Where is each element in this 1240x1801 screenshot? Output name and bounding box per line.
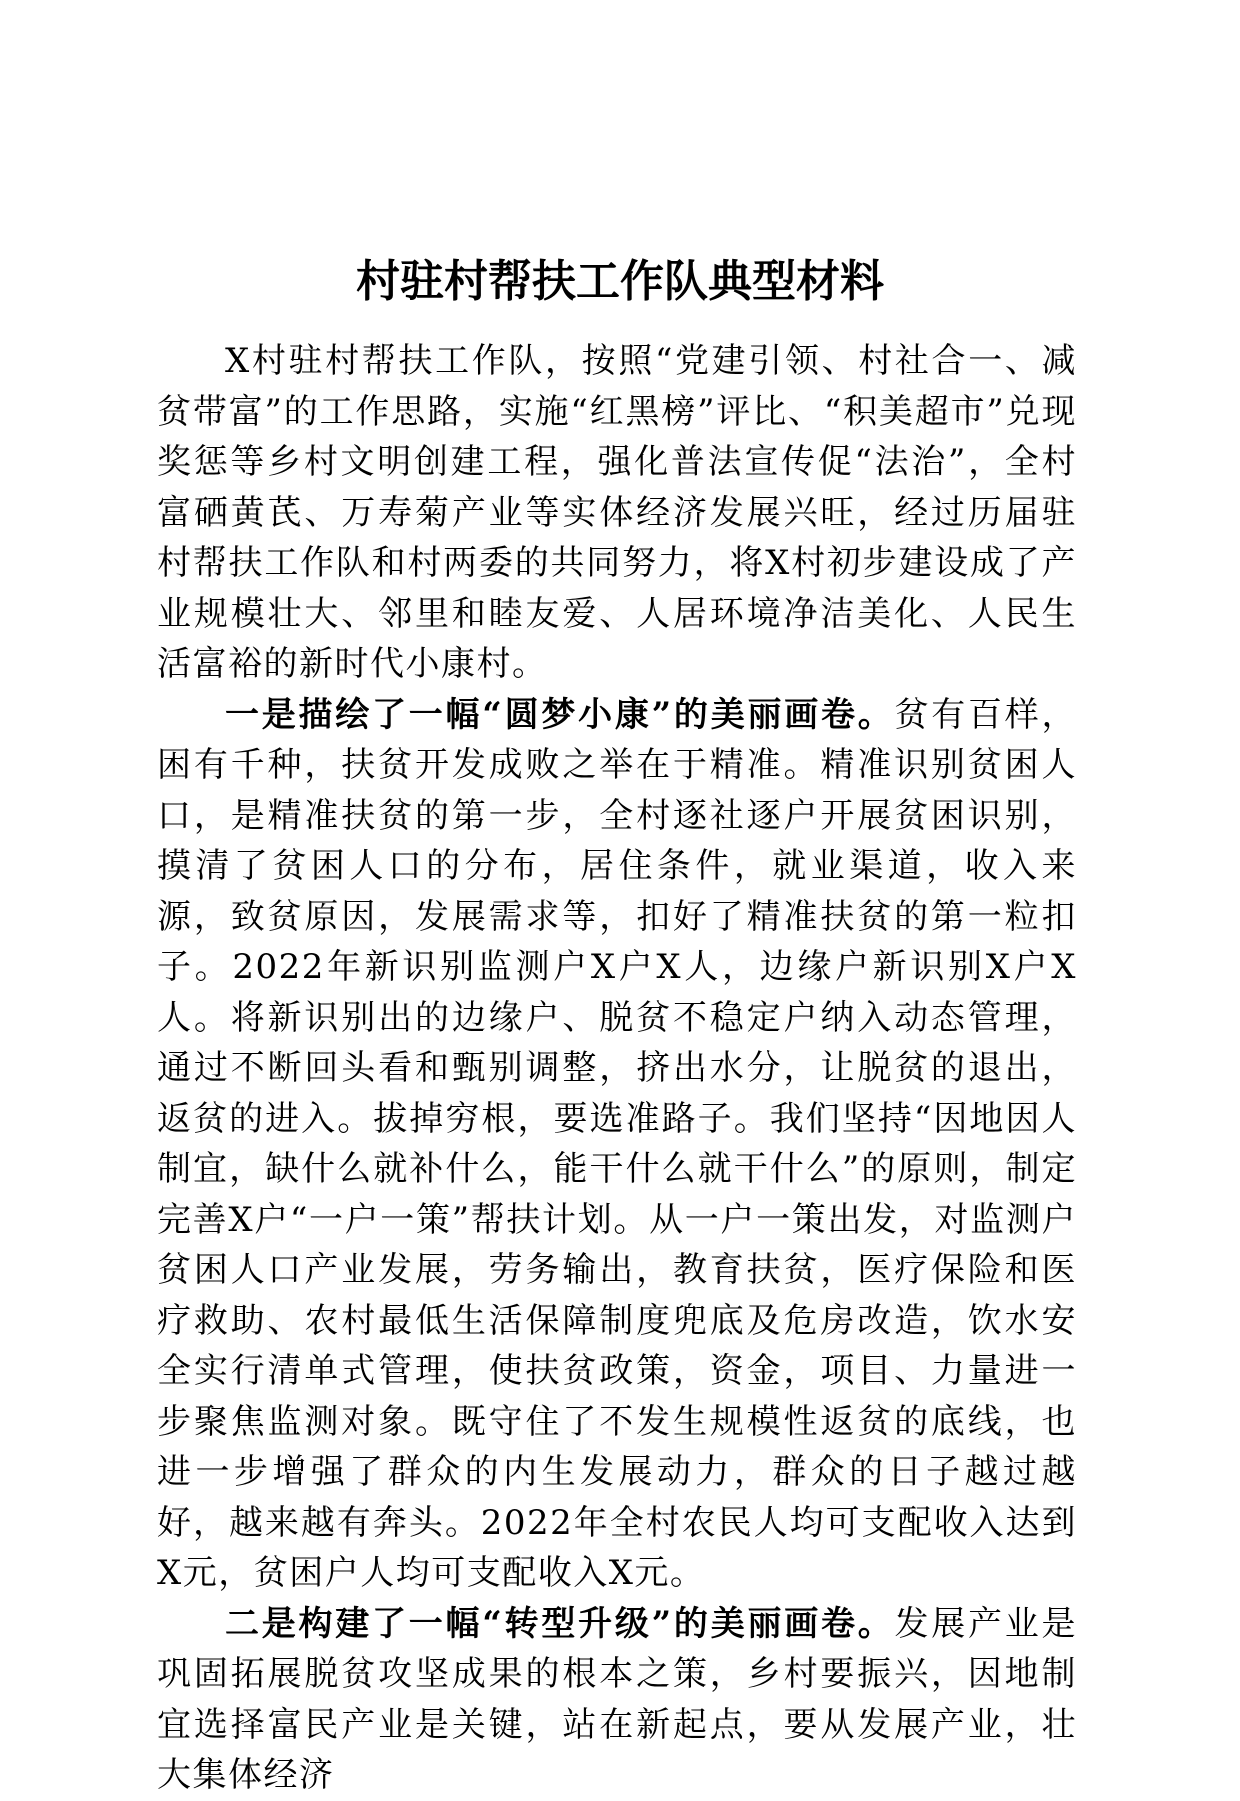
paragraph-lead: 一是描绘了一幅“圆梦小康”的美丽画卷。	[225, 694, 895, 735]
paragraph-section-two	[157, 1599, 1077, 1801]
paragraph-intro	[157, 336, 1077, 690]
paragraph-text: 贫有百样，困有千种，扶贫开发成败之举在于精准。精准识别贫困人口，是精准扶贫的第一步，全村逐社逐户开展贫困识别，摸清了贫困人口的分布，居住条件，就业渠道，收入来源，致贫原因，发展需求等，扣好了精准扶贫的第一粒扣子。2022年新识别监测户X户X人，边缘户新识别X户X人。将新识别出的边缘户、脱贫不稳定户纳入动态管理，通过不断回头看和甄别调整，挤出水分，让脱贫的退出，返贫的进入。拔掉穷根，要选准路子。我们坚持“因地因人制宜，缺什么就补什么，能干什么就干什么”的原则，制定完善X户“一户一策”帮扶计划。从一户一策出发，对监测户贫困人口产业发展，劳务输出，教育扶贫，医疗保险和医疗救助、农村最低生活保障制度兜底及危房改造，饮水安全实行清单式管理，使扶贫政策，资金，项目、力量进一步聚焦监测对象。既守住了不发生规模性返贫的底线，也进一步增强了群众的内生发展动力，群众的日子越过越好，越来越有奔头。2022年全村农民人均可支配收入达到X元，贫困户人均可支配收入X元。	[157, 694, 1077, 1593]
document-body	[157, 336, 1077, 1801]
document-title: 村驻村帮扶工作队典型材料	[356, 256, 884, 307]
paragraph-lead: 二是构建了一幅“转型升级”的美丽画卷。	[225, 1603, 895, 1644]
paragraph-text: 发展产业是巩固拓展脱贫攻坚成果的根本之策，乡村要振兴，因地制宜选择富民产业是关键，站在新起点，要从发展产业，壮大集体经济	[157, 1603, 1077, 1795]
paragraph-text: X村驻村帮扶工作队，按照“党建引领、村社合一、减贫带富”的工作思路，实施“红黑榜”评比、“积美超市”兑现奖惩等乡村文明创建工程，强化普法宣传促“法治”，全村富硒黄芪、万寿菊产业等实体经济发展兴旺，经过历届驻村帮扶工作队和村两委的共同努力，将X村初步建设成了产业规模壮大、邻里和睦友爱、人居环境净洁美化、人民生活富裕的新时代小康村。	[157, 341, 1077, 684]
paragraph-section-one	[157, 690, 1077, 1599]
